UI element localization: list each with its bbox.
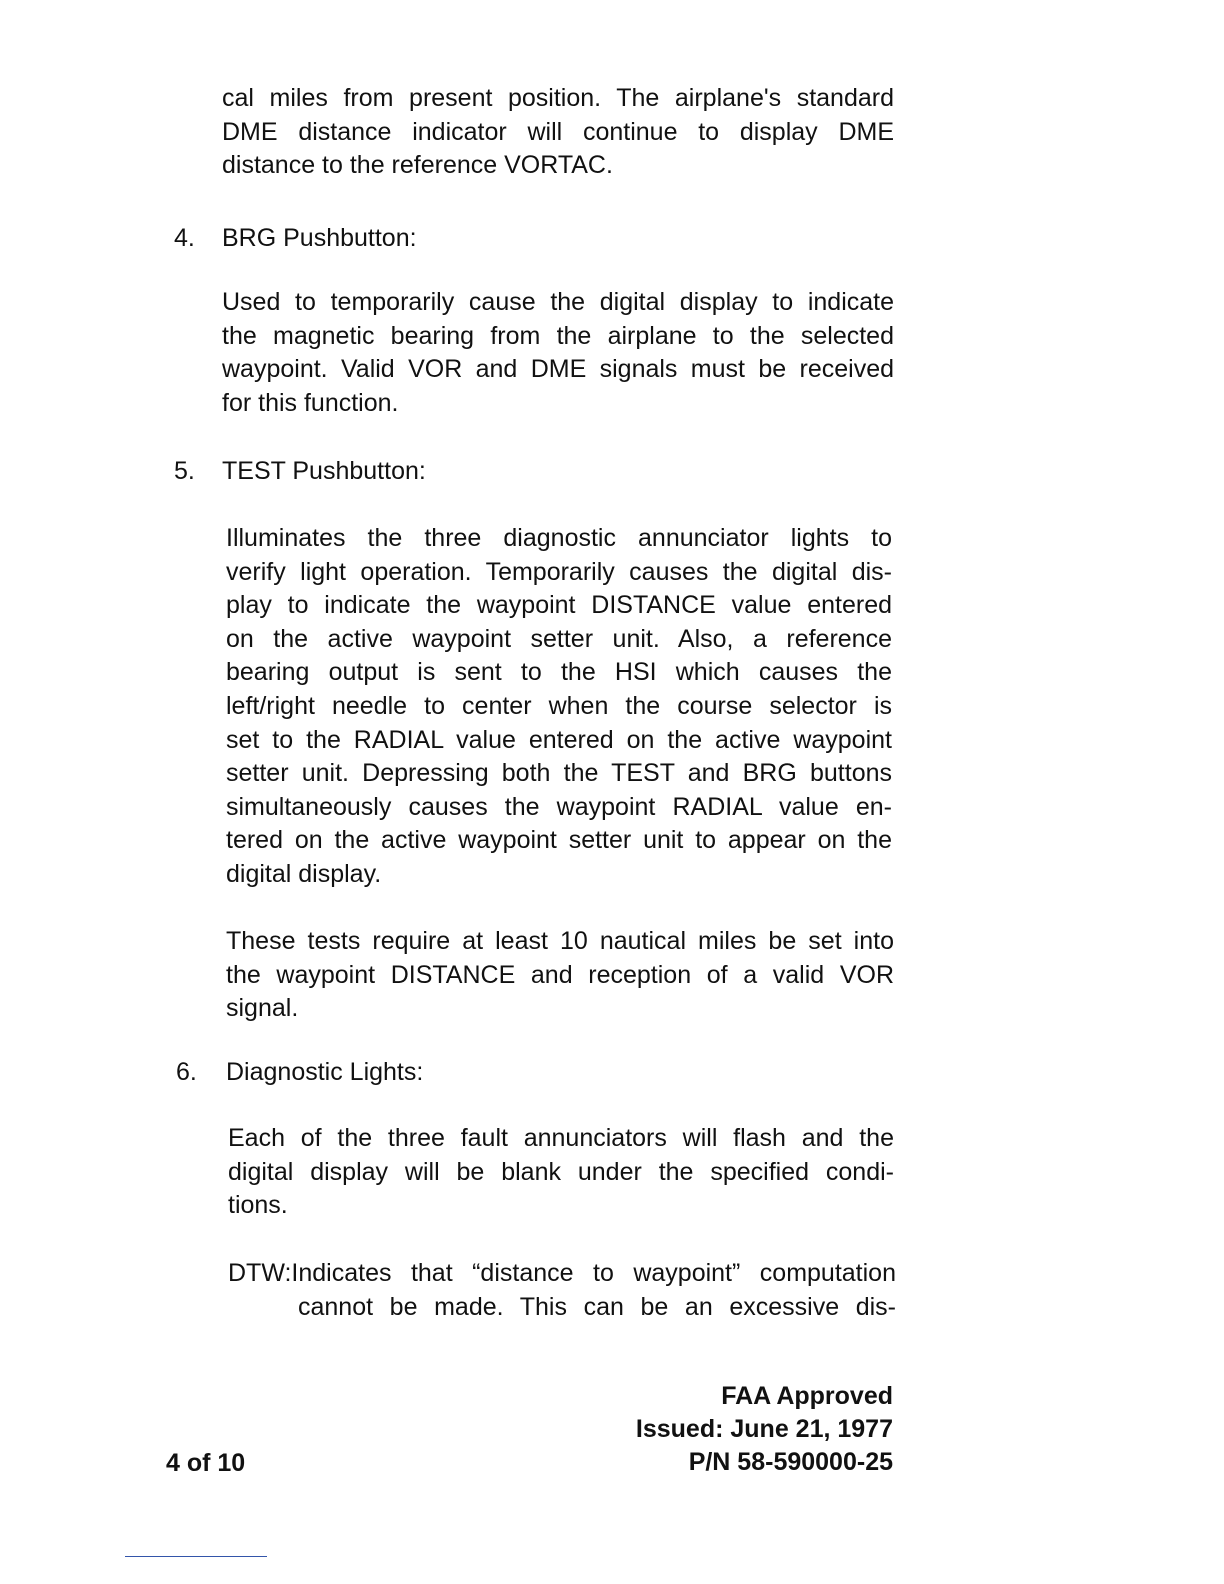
dtw-definition [228, 1256, 896, 1324]
part-number: P/N 58-590000-25 [688, 1448, 893, 1476]
item-5-line: set to the RADIAL value entered on the active waypoint [226, 725, 892, 754]
item-5-line: digital display. [226, 859, 382, 888]
item-5-number: 5. [174, 457, 195, 485]
item-4-paragraph [222, 286, 894, 420]
item-5-heading [174, 455, 426, 488]
item-5-title: TEST Pushbutton: [222, 457, 426, 485]
item-6-heading [176, 1056, 424, 1089]
item-5-line: tered on the active waypoint setter unit to appear on the [226, 826, 892, 855]
item-4-number: 4. [174, 224, 195, 252]
item-4-line: the magnetic bearing from the airplane to the selected [222, 321, 894, 350]
item-6-number: 6. [176, 1058, 197, 1086]
item-4-line: for this function. [222, 388, 399, 417]
faa-approved-label: FAA Approved [721, 1382, 893, 1410]
item-4-title: BRG Pushbutton: [222, 224, 417, 252]
item-6-line: tions. [228, 1191, 288, 1220]
item-6-title: Diagnostic Lights: [226, 1058, 424, 1086]
bottom-divider [125, 1556, 267, 1557]
dtw-second-line: cannot be made. This can be an excessive dis- [298, 1293, 896, 1321]
intro-line: cal miles from present position. The airplane's standard [222, 84, 894, 112]
item-4-line: waypoint. Valid VOR and DME signals must be received [222, 355, 894, 384]
item-5-line: on the active waypoint setter unit. Also, a reference [226, 624, 892, 653]
footer-approval-block [636, 1380, 893, 1479]
item-6-line: digital display will be blank under the specified condi- [228, 1157, 894, 1186]
item-5-line: verify light operation. Temporarily causes the digital dis- [226, 557, 892, 586]
item-5-line: Illuminates the three diagnostic annunciator lights to [226, 524, 892, 552]
intro-line: distance to the reference VORTAC. [222, 151, 613, 180]
item-5-paragraph [226, 522, 892, 892]
item-5-line: play to indicate the waypoint DISTANCE value entered [226, 591, 892, 620]
dtw-first-line: DTW:Indicates that “distance to waypoint” computation [228, 1259, 896, 1287]
item-4-heading [174, 222, 417, 255]
item-5-note-line: These tests require at least 10 nautical miles be set into [226, 927, 894, 955]
issued-date: Issued: June 21, 1977 [635, 1415, 893, 1443]
item-5-note-line: signal. [226, 994, 299, 1023]
page-number: 4 of 10 [166, 1449, 246, 1477]
item-6-line: Each of the three fault annunciators will flash and the [228, 1124, 894, 1152]
intro-paragraph [222, 82, 894, 183]
item-4-line: Used to temporarily cause the digital display to indicate [222, 288, 894, 316]
item-5-note-paragraph [226, 925, 894, 1026]
item-5-note-line: the waypoint DISTANCE and reception of a valid VOR [226, 960, 894, 989]
item-5-line: left/right needle to center when the course selector is [226, 691, 892, 720]
intro-line: DME distance indicator will continue to display DME [222, 117, 894, 146]
item-5-line: simultaneously causes the waypoint RADIAL value en- [226, 792, 892, 821]
item-6-paragraph [228, 1122, 894, 1223]
item-5-line: bearing output is sent to the HSI which causes the [226, 658, 892, 687]
item-5-line: setter unit. Depressing both the TEST and BRG buttons [226, 759, 892, 788]
